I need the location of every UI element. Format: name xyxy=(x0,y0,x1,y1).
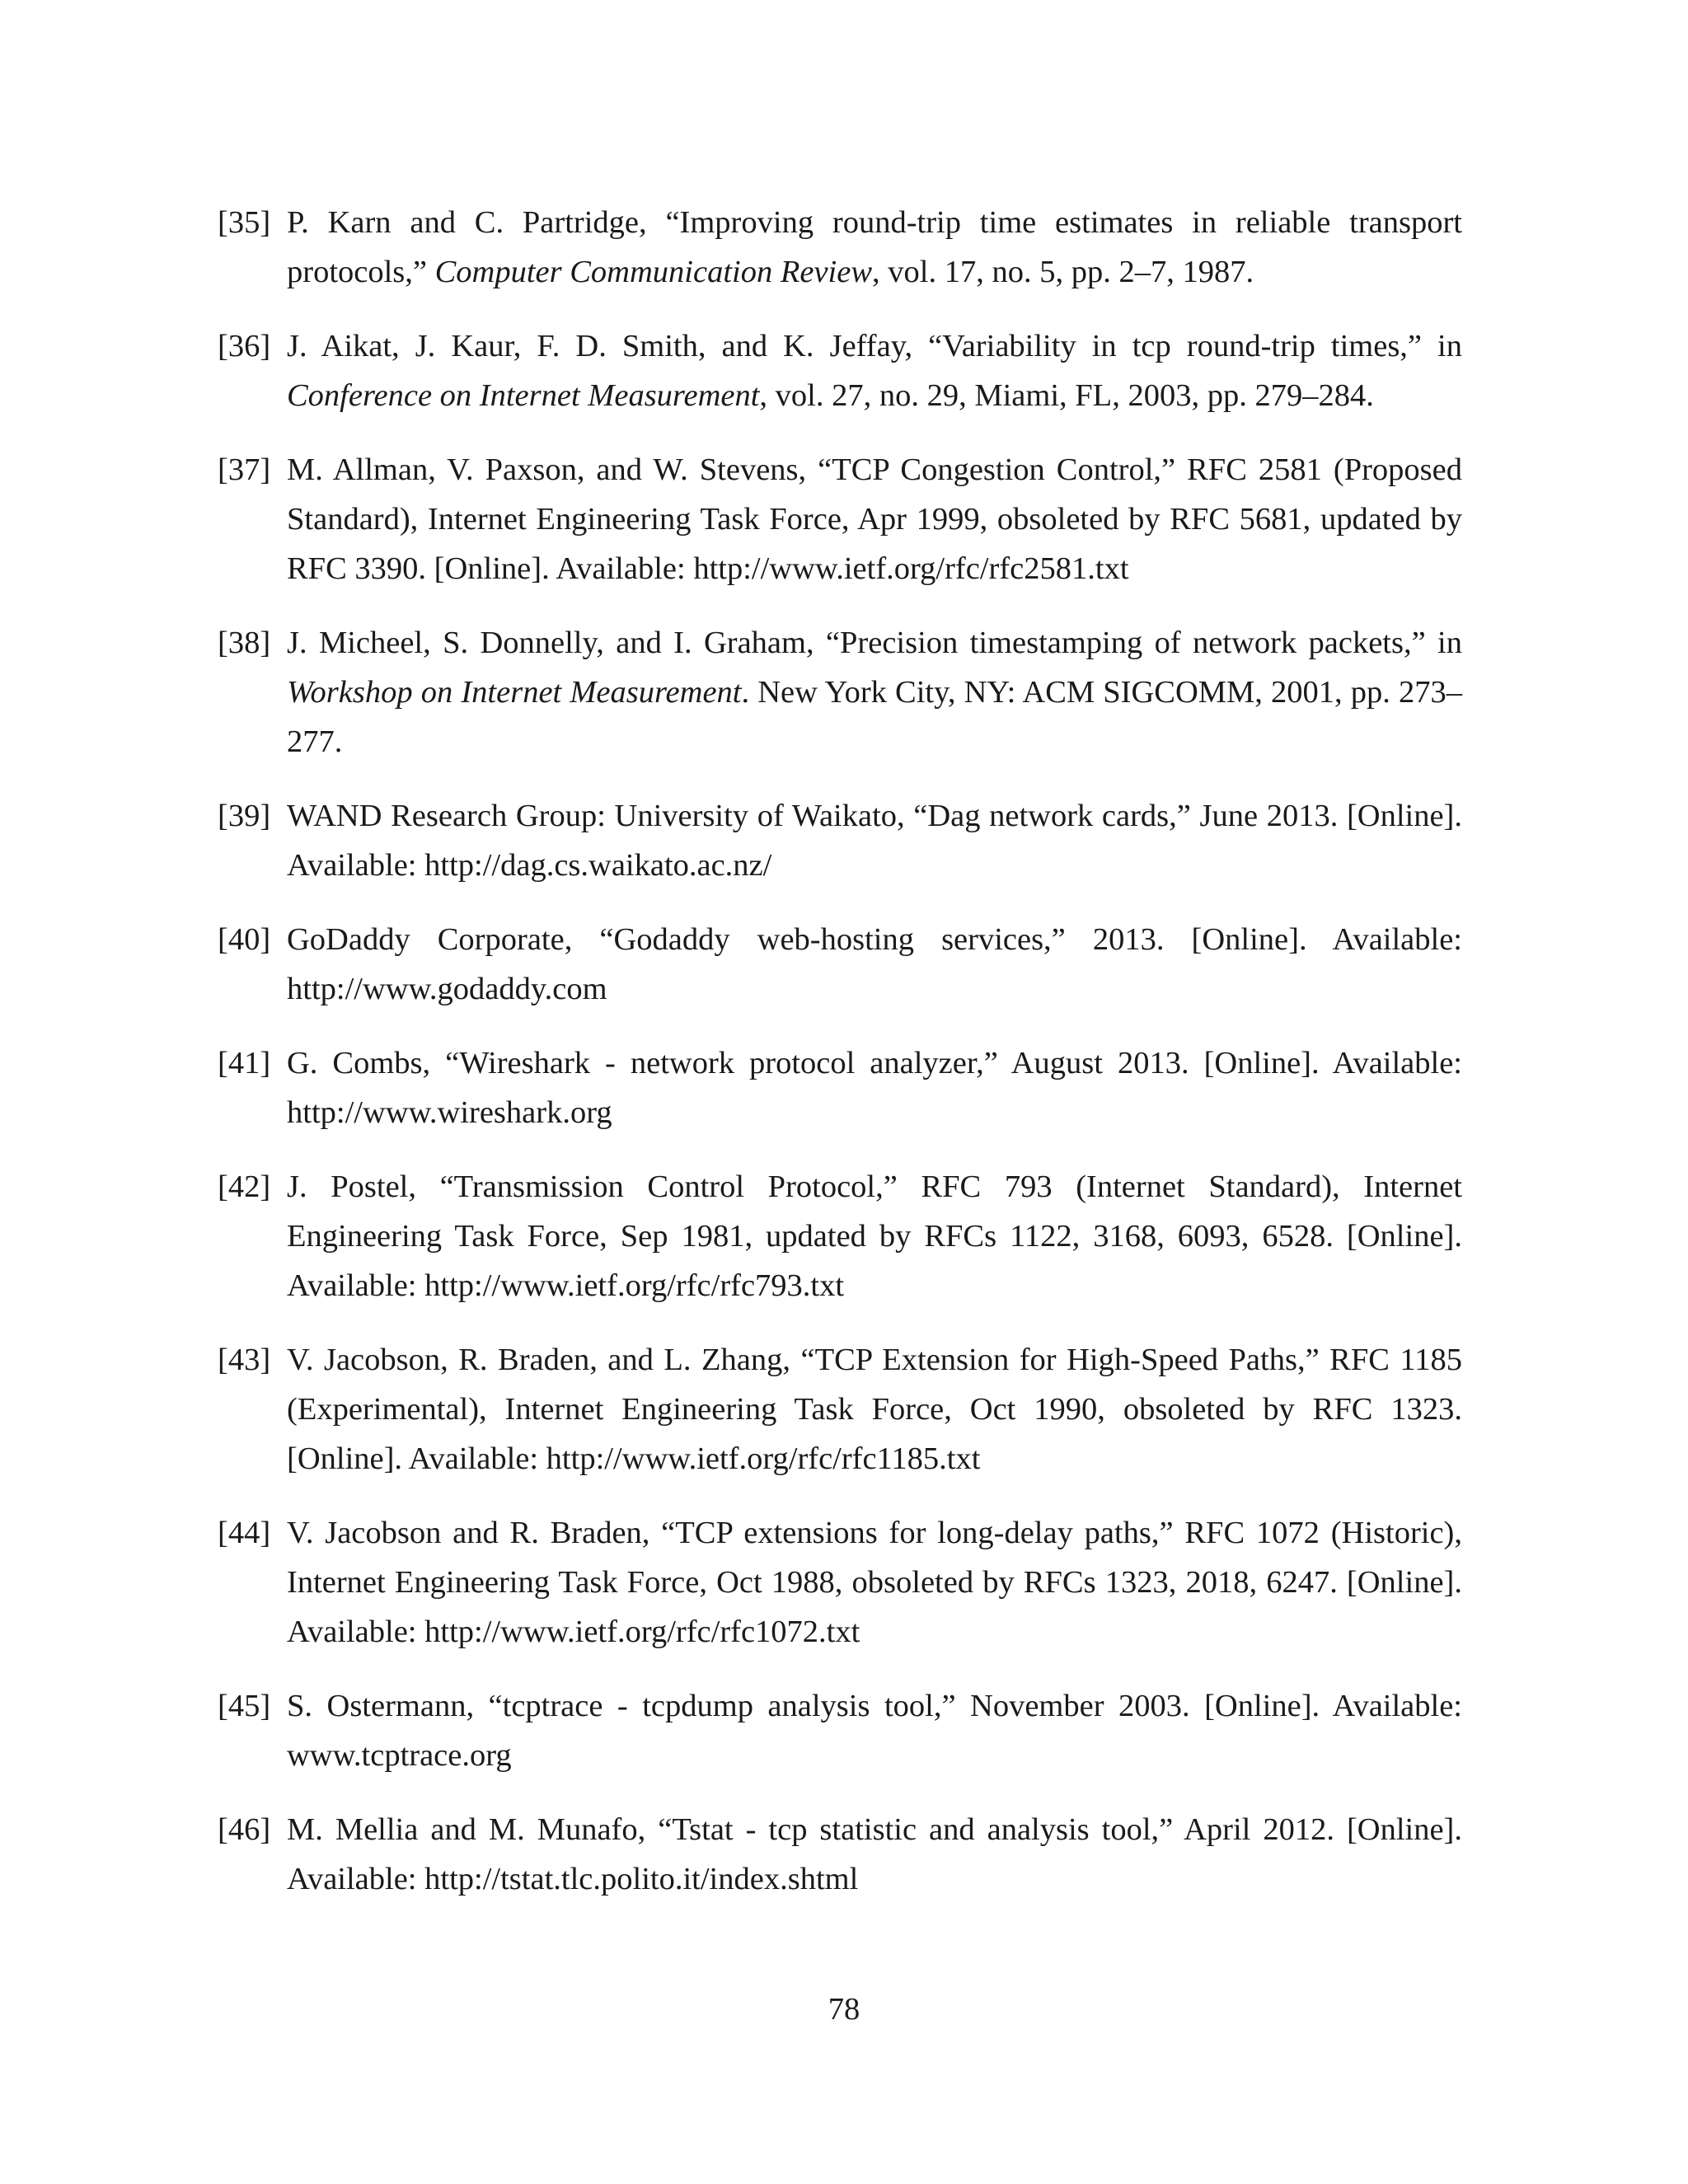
reference-text: J. Micheel, S. Donnelly, and I. Graham, “Precision timestamping of network packets,” in Workshop on Internet Measurement. New York City, NY: ACM SIGCOMM, 2001, pp. 273–277. xyxy=(287,626,1462,759)
reference-number: [37] xyxy=(218,452,271,487)
reference-item xyxy=(218,1508,1462,1657)
reference-text: WAND Research Group: University of Waikato, “Dag network cards,” June 2013. [Online]. Available: http://dag.cs.waikato.ac.nz/ xyxy=(287,799,1462,883)
reference-number: [42] xyxy=(218,1169,271,1204)
reference-item xyxy=(218,321,1462,420)
reference-text: S. Ostermann, “tcptrace - tcpdump analysis tool,” November 2003. [Online]. Available: www.tcptrace.org xyxy=(287,1689,1462,1773)
reference-item xyxy=(218,1038,1462,1137)
reference-number: [41] xyxy=(218,1046,271,1080)
reference-text: M. Allman, V. Paxson, and W. Stevens, “TCP Congestion Control,” RFC 2581 (Proposed Standard), Internet Engineering Task Force, Apr 1999, obsoleted by RFC 5681, updated by RFC 3390. [Online]. Available: http://www.ietf.org/rfc/rfc2581.txt xyxy=(287,452,1462,586)
reference-number: [35] xyxy=(218,205,271,240)
reference-text: V. Jacobson, R. Braden, and L. Zhang, “TCP Extension for High-Speed Paths,” RFC 1185 (Experimental), Internet Engineering Task Force, Oct 1990, obsoleted by RFC 1323. [Online]. Available: http://www.ietf.org/rfc/rfc1185.txt xyxy=(287,1343,1462,1476)
reference-item xyxy=(218,915,1462,1014)
reference-item xyxy=(218,618,1462,766)
page-number: 78 xyxy=(828,1992,860,2027)
reference-venue: Workshop on Internet Measurement xyxy=(287,675,742,710)
reference-number: [39] xyxy=(218,799,271,833)
reference-text: V. Jacobson and R. Braden, “TCP extensions for long-delay paths,” RFC 1072 (Historic), Internet Engineering Task Force, Oct 1988, obsoleted by RFCs 1323, 2018, 6247. [Online]. Available: http://www.ietf.org/rfc/rfc1072.txt xyxy=(287,1516,1462,1649)
reference-number: [43] xyxy=(218,1343,271,1377)
reference-venue: Conference on Internet Measurement xyxy=(287,378,760,413)
reference-number: [45] xyxy=(218,1689,271,1723)
reference-item xyxy=(218,1335,1462,1483)
reference-item xyxy=(218,198,1462,297)
reference-item xyxy=(218,1162,1462,1310)
reference-number: [38] xyxy=(218,626,271,660)
reference-item xyxy=(218,791,1462,890)
reference-text: GoDaddy Corporate, “Godaddy web-hosting services,” 2013. [Online]. Available: http://www.godaddy.com xyxy=(287,922,1462,1006)
reference-item xyxy=(218,1805,1462,1904)
reference-venue: Computer Communication Review xyxy=(434,255,872,289)
reference-text: J. Aikat, J. Kaur, F. D. Smith, and K. Jeffay, “Variability in tcp round-trip times,” in Conference on Internet Measurement, vol. 27, no. 29, Miami, FL, 2003, pp. 279–284. xyxy=(287,329,1462,413)
reference-number: [44] xyxy=(218,1516,271,1550)
reference-text: G. Combs, “Wireshark - network protocol analyzer,” August 2013. [Online]. Available: http://www.wireshark.org xyxy=(287,1046,1462,1130)
reference-number: [40] xyxy=(218,922,271,957)
reference-number: [46] xyxy=(218,1812,271,1847)
reference-item xyxy=(218,445,1462,593)
reference-item xyxy=(218,1681,1462,1780)
reference-number: [36] xyxy=(218,329,271,363)
reference-text: J. Postel, “Transmission Control Protocol,” RFC 793 (Internet Standard), Internet Engineering Task Force, Sep 1981, updated by RFCs 1122, 3168, 6093, 6528. [Online]. Available: http://www.ietf.org/rfc/rfc793.txt xyxy=(287,1169,1462,1303)
reference-list xyxy=(218,198,1462,1929)
reference-text: M. Mellia and M. Munafo, “Tstat - tcp statistic and analysis tool,” April 2012. [Online]. Available: http://tstat.tlc.polito.it/index.shtml xyxy=(287,1812,1462,1896)
reference-text: P. Karn and C. Partridge, “Improving round-trip time estimates in reliable transport protocols,” Computer Communication Review, vol. 17, no. 5, pp. 2–7, 1987. xyxy=(287,205,1462,289)
